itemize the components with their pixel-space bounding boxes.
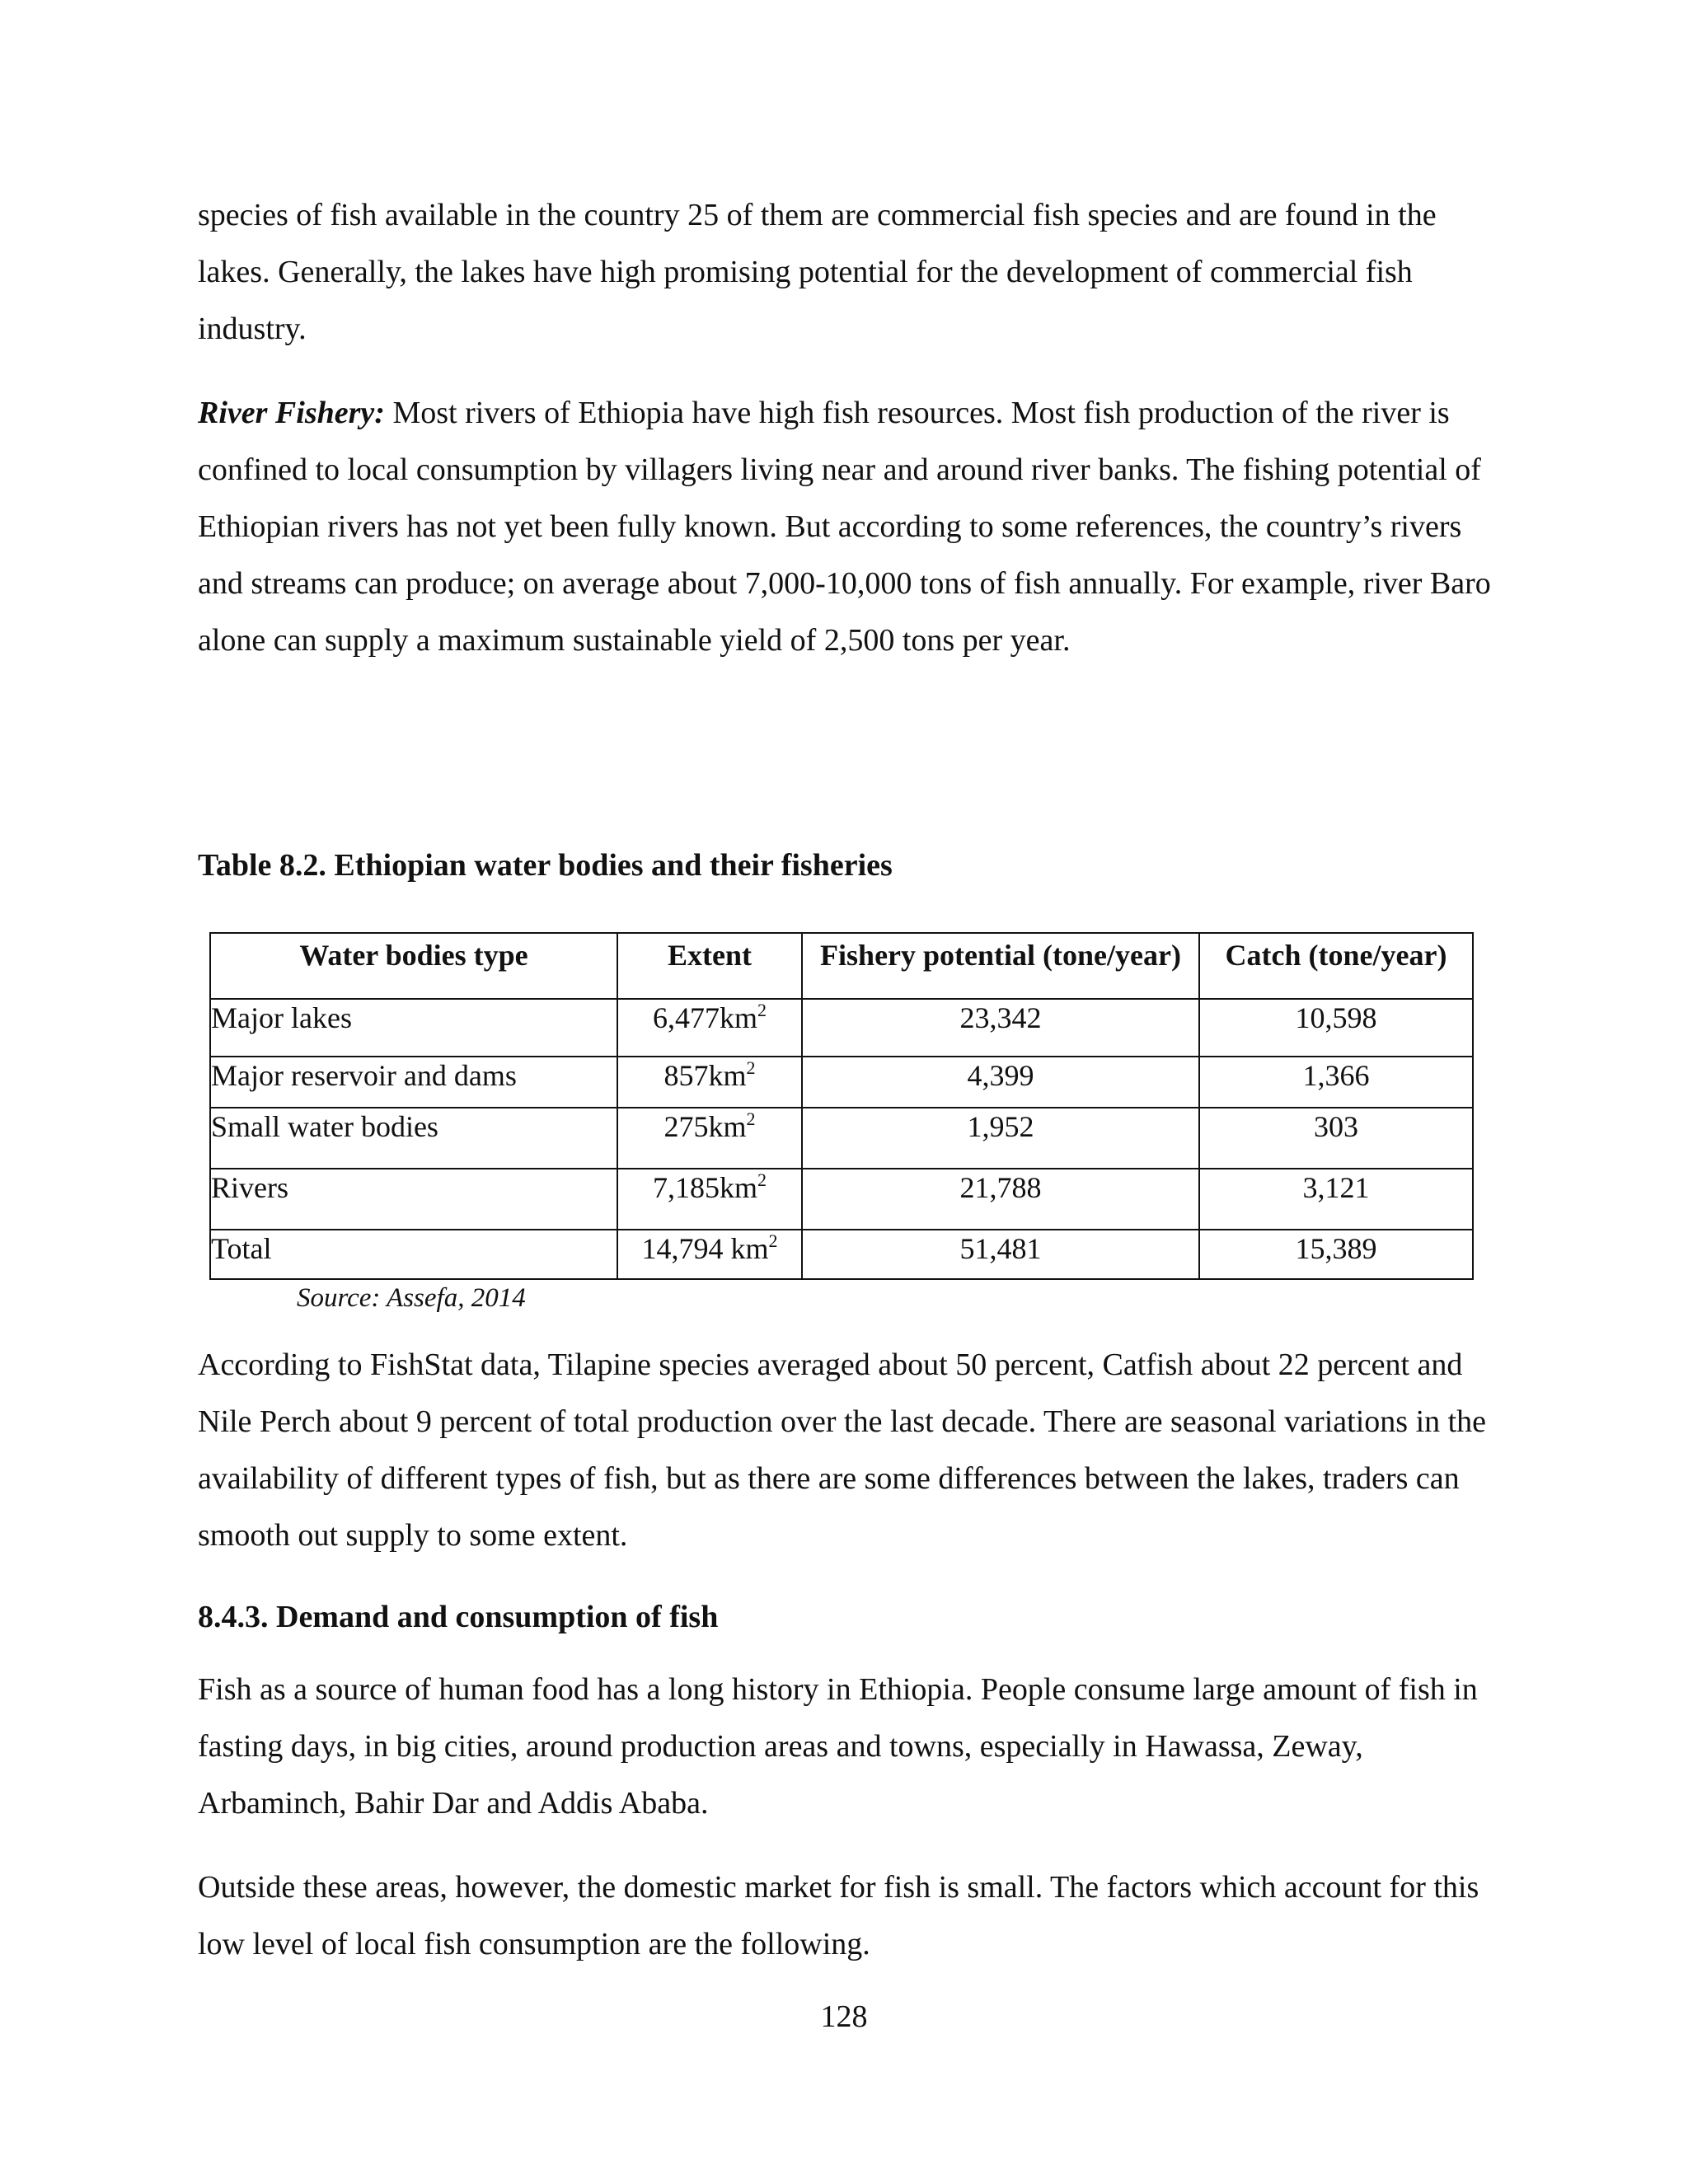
cell-type: Rivers (210, 1169, 617, 1230)
table-row (210, 1230, 1473, 1279)
cell-catch: 15,389 (1199, 1230, 1473, 1279)
unit-superscript: 2 (757, 1000, 767, 1020)
cell-type: Small water bodies (210, 1108, 617, 1169)
paragraph-fishstat: According to FishStat data, Tilapine species averaged about 50 percent, Catfish about 22 percent and Nile Perch about 9 percent of total production over the last decade. There are seasonal variations in the availability of different types of fish, but as there are some differences between the lakes, traders can smooth out supply to some extent. (198, 1347, 1487, 1553)
unit-superscript: 2 (757, 1169, 767, 1190)
table-row (210, 1108, 1473, 1169)
cell-type: Major reservoir and dams (210, 1057, 617, 1108)
header-extent: Extent (617, 933, 802, 999)
cell-extent (617, 1169, 802, 1230)
unit-superscript: 2 (746, 1108, 756, 1129)
section-heading: 8.4.3. Demand and consumption of fish (198, 1600, 719, 1634)
cell-potential: 23,342 (802, 999, 1199, 1057)
table-source: Source: Assefa, 2014 (297, 1283, 526, 1313)
cell-extent (617, 1108, 802, 1169)
unit-superscript: 2 (768, 1230, 778, 1251)
river-fishery-lead-in: River Fishery: (198, 396, 385, 430)
table-title: Table 8.2. Ethiopian water bodies and their fisheries (198, 848, 893, 883)
header-fishery-potential: Fishery potential (tone/year) (802, 933, 1199, 999)
header-water-bodies-type: Water bodies type (210, 933, 617, 999)
table-header-row (210, 933, 1473, 999)
extent-value: 6,477km (652, 1001, 757, 1034)
extent-value: 14,794 km (641, 1232, 769, 1265)
water-bodies-table (209, 932, 1474, 1280)
cell-potential: 4,399 (802, 1057, 1199, 1108)
cell-extent (617, 1057, 802, 1108)
paragraph-river-fishery (198, 385, 1492, 669)
paragraph-domestic-market: Outside these areas, however, the domestic market for fish is small. The factors which account for this low level of local fish consumption are the following. (198, 1870, 1479, 1961)
cell-extent (617, 1230, 802, 1279)
extent-value: 275km (663, 1110, 747, 1143)
paragraph-fish-as-food: Fish as a source of human food has a long history in Ethiopia. People consume large amount of fish in fasting days, in big cities, around production areas and towns, especially in Hawassa, Zeway, Arbaminch, Bahir Dar and Addis Ababa. (198, 1672, 1478, 1821)
cell-catch: 3,121 (1199, 1169, 1473, 1230)
river-fishery-body: Most rivers of Ethiopia have high fish resources. Most fish production of the river is confined to local consumption by villagers living near and around river banks. The fishing potential of Ethiopian rivers has not yet been fully known. But according to some references, the country’s rivers and streams can produce; on average about 7,000-10,000 tons of fish annually. For example, river Baro alone can supply a maximum sustainable yield of 2,500 tons per year. (198, 396, 1491, 658)
cell-type: Major lakes (210, 999, 617, 1057)
cell-catch: 10,598 (1199, 999, 1473, 1057)
extent-value: 857km (663, 1059, 747, 1092)
table-row (210, 999, 1473, 1057)
table-row (210, 1057, 1473, 1108)
extent-value: 7,185km (652, 1171, 757, 1204)
page-number: 128 (820, 1999, 868, 2034)
cell-potential: 1,952 (802, 1108, 1199, 1169)
cell-catch: 303 (1199, 1108, 1473, 1169)
unit-superscript: 2 (746, 1057, 756, 1078)
cell-potential: 21,788 (802, 1169, 1199, 1230)
paragraph-lakes-summary: species of fish available in the country 25 of them are commercial fish species and are found in the lakes. Generally, the lakes have high promising potential for the development of commercial fish industry. (198, 198, 1437, 346)
table-row (210, 1169, 1473, 1230)
cell-potential: 51,481 (802, 1230, 1199, 1279)
cell-catch: 1,366 (1199, 1057, 1473, 1108)
cell-type: Total (210, 1230, 617, 1279)
header-catch: Catch (tone/year) (1199, 933, 1473, 999)
cell-extent (617, 999, 802, 1057)
